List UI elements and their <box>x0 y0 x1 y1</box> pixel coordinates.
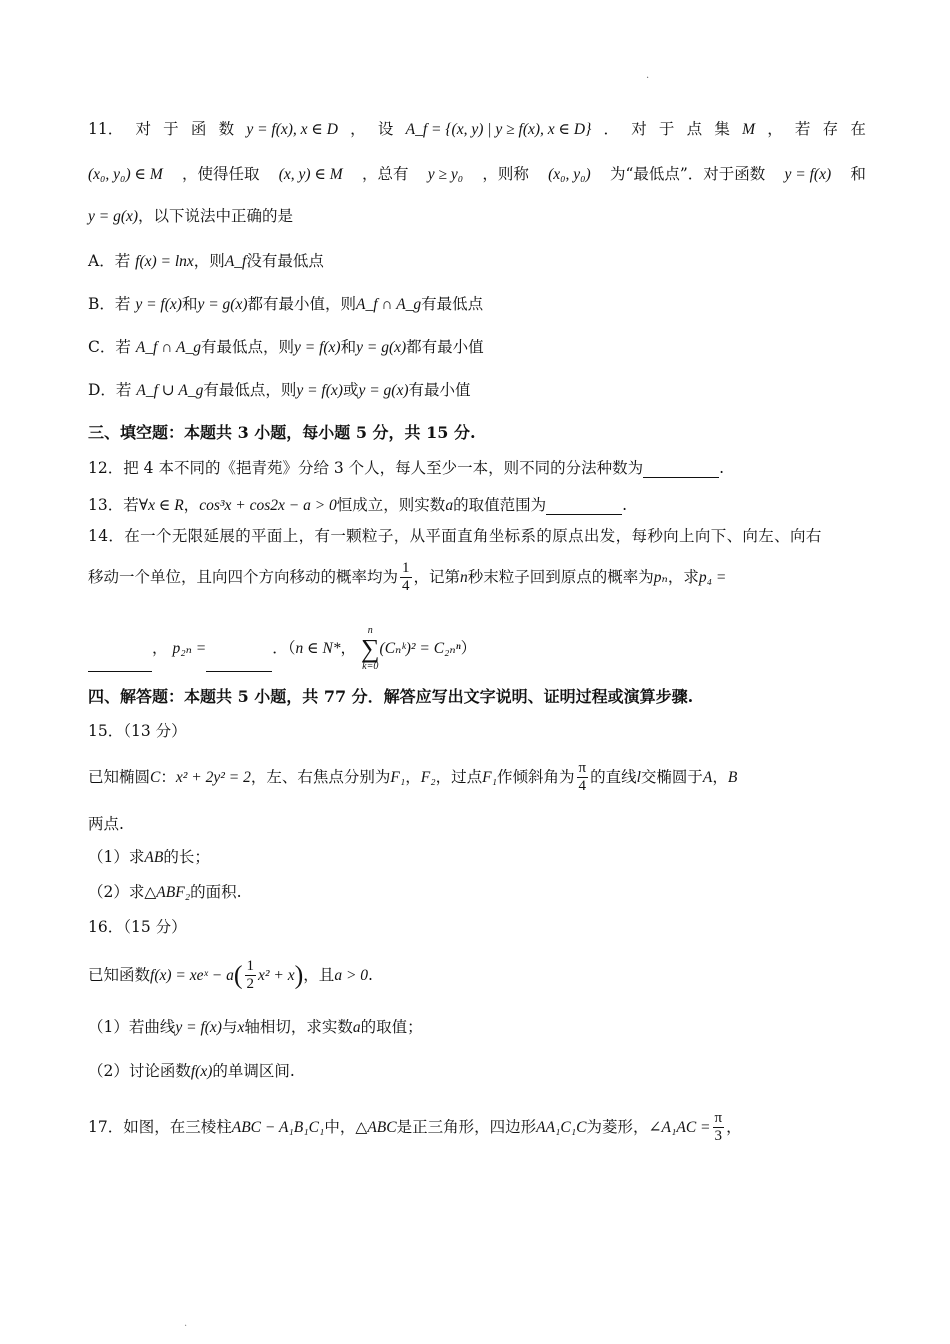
q15-text: 已知椭圆 <box>88 767 151 786</box>
q11-char: 若 <box>794 120 811 138</box>
q14-math: n ∈ N* <box>295 640 341 657</box>
q15-math: A <box>702 768 713 786</box>
q13-text: 13．若 <box>88 496 139 514</box>
q17-text: 为菱形， <box>586 1117 649 1136</box>
q12-answer-blank[interactable] <box>643 458 719 478</box>
fraction-pi-over-4 <box>577 760 589 796</box>
q15-line-2: 两点. <box>88 815 124 833</box>
q11-char: 存 <box>822 120 839 138</box>
q11-text: 和 <box>850 165 866 183</box>
q12 <box>88 458 866 478</box>
option-text: 都有最小值，则 <box>247 295 357 313</box>
q16-math: f(x) <box>190 1063 213 1080</box>
q13-end: . <box>622 496 628 514</box>
q11-option-a <box>88 252 866 271</box>
frac-den: 3 <box>713 1127 725 1145</box>
option-label: B．若 <box>88 295 131 313</box>
q11-char: 于 <box>163 120 179 138</box>
option-math: y = f(x) <box>293 339 341 356</box>
q14-line-2 <box>88 560 866 596</box>
q17-text: 17．如图，在三棱柱 <box>88 1117 232 1136</box>
q17-text: 是正三角形，四边形 <box>396 1117 537 1136</box>
frac-num: 1 <box>402 560 410 576</box>
q14-line-3 <box>88 626 866 672</box>
q15-math: x² + 2y² = 2 <box>175 768 251 786</box>
q16-line-1 <box>88 958 866 994</box>
q15-math: C <box>150 768 161 786</box>
q16-text: 与 <box>221 1018 238 1036</box>
q15-math: AB <box>144 849 164 866</box>
q11-text: ，使得任取 <box>181 165 260 183</box>
option-math: A_f <box>224 253 247 270</box>
q14-answer-blank-2[interactable] <box>206 652 272 672</box>
q11-char: 集 <box>714 120 730 138</box>
q11-char: 于 <box>658 120 675 138</box>
q13 <box>88 495 866 515</box>
q15-text: （2）求△ <box>88 883 157 901</box>
option-label: A．若 <box>88 252 131 270</box>
q15-text: 的长； <box>163 848 210 866</box>
option-math: A_f ∩ A_g <box>135 339 201 356</box>
q16-text: 已知函数 <box>88 965 151 984</box>
q14-math: (Cₙᵏ)² = C₂ₙⁿ <box>379 640 461 657</box>
q13-answer-blank[interactable] <box>546 495 622 515</box>
option-text: 和 <box>181 295 198 313</box>
q15-text: ， <box>405 767 421 786</box>
q17-math: ∠A₁AC = <box>648 1118 711 1136</box>
q15-text: ， <box>712 767 728 786</box>
option-math: y = g(x) <box>356 339 407 356</box>
q14-text: 秒末粒子回到原点的概率为 <box>467 567 654 586</box>
q11-text: ，则称 <box>482 165 529 183</box>
q15-text: 作倾斜角为 <box>496 767 575 786</box>
q17-text: ， <box>726 1117 742 1136</box>
q11-math: (x, y) ∈ M <box>278 166 343 183</box>
section-3-heading: 三、填空题：本题共 3 小题，每小题 5 分，共 15 分. <box>88 423 476 442</box>
q14-line-1: 14．在一个无限延展的平面上，有一颗粒子，从平面直角坐标系的原点出发，每秒向上向下、向左、向右 <box>88 527 822 545</box>
q11-math: (x₀, y₀) <box>548 166 591 183</box>
q13-text: 的取值范围为 <box>453 496 547 514</box>
q15-part-2 <box>88 883 866 902</box>
q14-math: p₄ = <box>698 568 727 586</box>
q14-math: p₂ₙ = <box>172 640 207 657</box>
section-4-heading: 四、解答题：本题共 5 小题，共 77 分．解答应写出文字说明、证明过程或演算步骤. <box>88 687 694 706</box>
option-math: y = f(x) <box>296 382 343 399</box>
option-text: 有最低点，则 <box>203 381 297 399</box>
q11-option-d <box>88 381 866 400</box>
q16-part-1 <box>88 1018 866 1037</box>
q16-text: 的取值； <box>360 1018 423 1036</box>
right-paren: ) <box>294 960 304 990</box>
summation-symbol: n ∑ k=0 <box>361 625 380 672</box>
q12-text: 12．把 4 本不同的《挹青苑》分给 3 个人，每人至少一本，则不同的分法种数为 <box>88 459 644 477</box>
q14-math: n <box>460 568 468 586</box>
option-text: 或 <box>342 381 359 399</box>
q15-text: 的面积. <box>190 883 242 901</box>
q11-math: y ≥ y₀ <box>427 166 464 183</box>
q13-text: 恒成立，则实数 <box>336 496 446 514</box>
option-text: 有最小值 <box>408 381 471 399</box>
option-text: 和 <box>340 338 357 356</box>
q11-math: y = g(x) <box>88 208 139 225</box>
q14-text: ， <box>152 639 168 657</box>
q15-text: （1）求 <box>88 848 145 866</box>
q16-text: 轴相切，求实数 <box>244 1018 353 1036</box>
option-label: C．若 <box>88 338 131 356</box>
option-math: A_f ∩ A_g <box>356 296 422 313</box>
q15-head: 15．（13 分） <box>88 722 187 740</box>
q16-math: y = f(x) <box>175 1019 222 1036</box>
q16-math: a <box>352 1019 361 1036</box>
q17-line-1 <box>88 1110 866 1146</box>
option-text: ，则 <box>193 252 225 270</box>
q16-text: . <box>368 965 373 984</box>
q17-text: 中，△ <box>324 1117 368 1136</box>
option-math: A_f ∪ A_g <box>136 382 204 399</box>
q11-text: ，总有 <box>361 165 409 183</box>
q11-number: 11． <box>88 120 124 138</box>
frac-den: 4 <box>402 578 410 595</box>
q15-text: ，左、右焦点分别为 <box>250 767 391 786</box>
q16-text: （1）若曲线 <box>88 1018 176 1036</box>
q11-char: 函 <box>190 120 207 138</box>
q15-part-1 <box>88 848 866 867</box>
q14-text: ．（ <box>272 639 296 657</box>
frac-num: π <box>714 1110 723 1126</box>
q15-math: F₂ <box>420 768 436 786</box>
q16-math: x <box>237 1019 245 1036</box>
option-math: y = g(x) <box>358 382 409 399</box>
fraction-one-quarter <box>400 560 412 596</box>
q11-line-1 <box>88 120 866 139</box>
q11-char: 对 <box>135 120 151 138</box>
q14-text: ，记第 <box>413 567 461 586</box>
q11-char: 对 <box>631 120 647 138</box>
footer-dot: . <box>184 1318 188 1329</box>
q11-char: ． <box>603 120 619 138</box>
option-math: f(x) = lnx <box>135 253 194 270</box>
q15-math: F₁ <box>482 768 497 786</box>
q13-math: a <box>445 497 454 514</box>
q11-math: A_f = {(x, y) | y ≥ f(x), x ∈ D} <box>405 121 592 138</box>
q11-char: 在 <box>850 120 866 138</box>
q11-math: y = f(x) <box>784 166 832 183</box>
header-dot: . <box>646 70 650 81</box>
option-text: 有最低点 <box>421 295 484 313</box>
q14-text: ， <box>340 639 357 657</box>
q15-text: 交椭圆于 <box>640 767 703 786</box>
q16-part-2 <box>88 1062 866 1081</box>
left-paren: ( <box>233 960 243 990</box>
option-math: y = g(x) <box>197 296 248 313</box>
q12-end: . <box>719 459 725 477</box>
q16-text: ，且 <box>303 965 335 984</box>
option-text: 都有最小值 <box>406 338 484 356</box>
frac-num: π <box>578 760 587 776</box>
q11-char: ， <box>767 120 783 138</box>
q15-text: ，过点 <box>435 767 483 786</box>
option-text: 没有最低点 <box>246 252 324 270</box>
q15-math: ABF₂ <box>156 884 191 901</box>
q11-line-2 <box>88 165 866 184</box>
option-math: y = f(x) <box>135 296 182 313</box>
q11-char: 数 <box>218 120 235 138</box>
q11-option-c <box>88 338 866 357</box>
q15-line-1 <box>88 760 866 796</box>
q13-math: ∀x ∈ R <box>138 497 184 514</box>
q14-text: ） <box>460 639 477 657</box>
q15-math: l <box>636 768 641 786</box>
q11-point-m: (x₀, y₀) ∈ M <box>88 166 163 183</box>
frac-den: 2 <box>246 976 254 993</box>
q11-text: ，以下说法中正确的是 <box>138 207 294 225</box>
q11-char: ， <box>350 120 366 138</box>
q17-math: ABC <box>367 1118 397 1136</box>
fraction-one-half <box>245 958 257 994</box>
fraction-pi-over-3 <box>713 1110 725 1146</box>
q15-text: ： <box>160 767 176 786</box>
q13-math: cos³x + cos2x − a > 0 <box>199 497 337 514</box>
q11-math: M <box>742 121 755 138</box>
q16-text: 的单调区间. <box>212 1062 295 1080</box>
q15-text: 的直线 <box>590 767 637 786</box>
q11-math: y = f(x), x ∈ D <box>246 121 338 138</box>
q17-math: ABC − A₁B₁C₁ <box>231 1118 325 1136</box>
q16-head: 16．（15 分） <box>88 918 187 936</box>
q15-math: B <box>727 768 738 786</box>
frac-den: 4 <box>577 777 589 795</box>
q17-math: AA₁C₁C <box>536 1118 587 1136</box>
option-text: 有最低点，则 <box>200 338 294 356</box>
q16-math: f(x) = xeˣ − a <box>150 966 234 984</box>
sum-upper: n <box>367 625 373 636</box>
q16-math: x² + x <box>258 966 295 984</box>
q14-answer-blank-1[interactable] <box>88 652 152 672</box>
q13-text: ， <box>183 496 200 514</box>
option-label: D．若 <box>88 381 132 399</box>
q11-char: 点 <box>686 120 703 138</box>
q11-char: 设 <box>377 120 394 138</box>
q16-text: （2）讨论函数 <box>88 1062 191 1080</box>
q11-line-3 <box>88 207 866 226</box>
q11-text: 为“最低点”．对于函数 <box>609 165 766 183</box>
q14-math: pₙ <box>653 568 668 586</box>
q14-text: ，求 <box>667 567 699 586</box>
frac-num: 1 <box>246 958 254 974</box>
sum-lower: k=0 <box>362 661 379 672</box>
q14-text: 移动一个单位，且向四个方向移动的概率均为 <box>88 567 399 586</box>
q11-option-b <box>88 295 866 314</box>
q15-math: F₁ <box>390 768 406 786</box>
q16-math: a > 0 <box>334 966 369 984</box>
